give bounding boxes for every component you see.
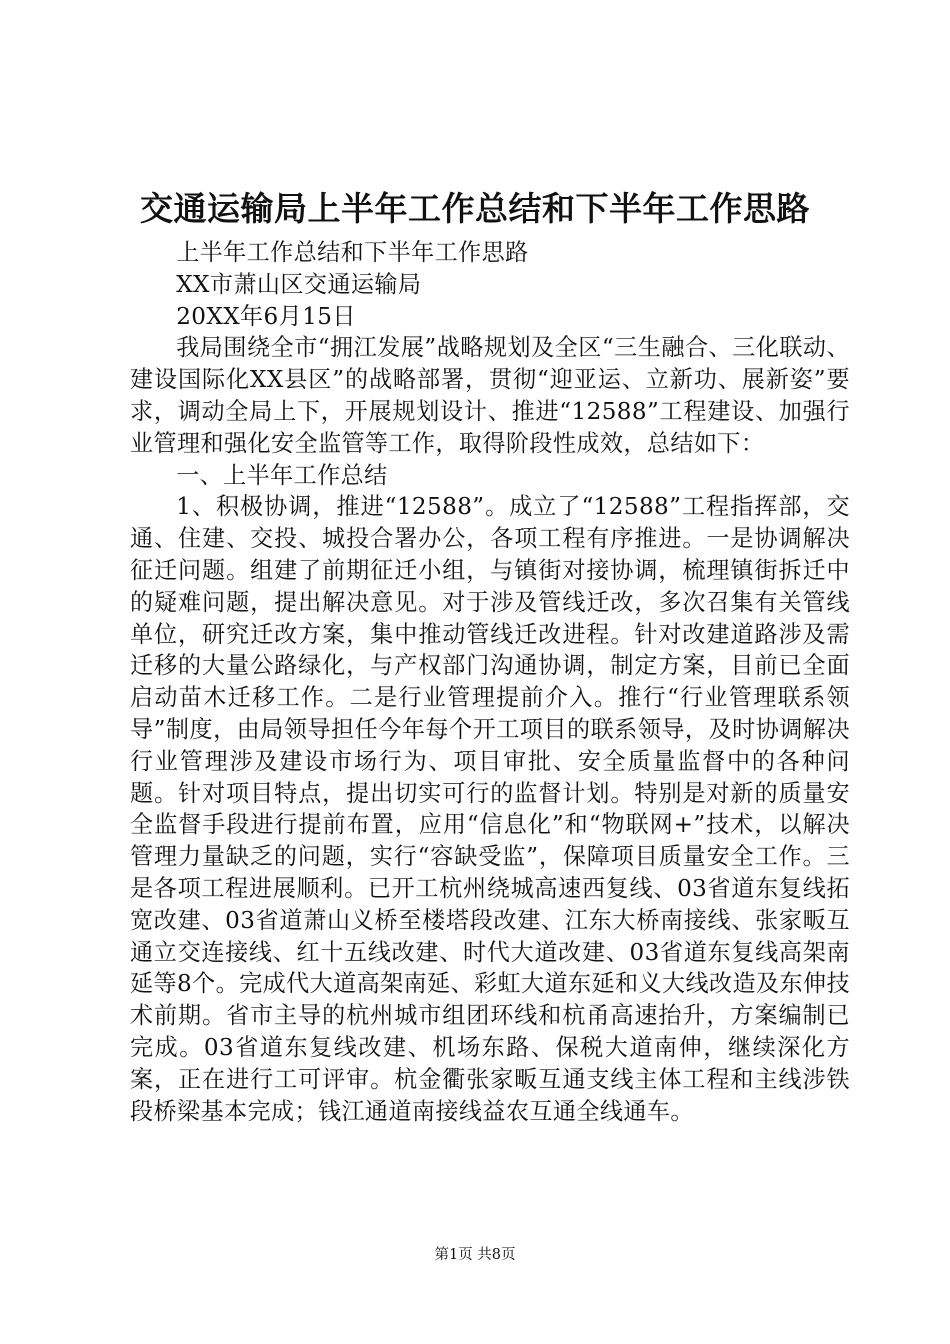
section-paragraph: 1、积极协调，推进“12588”。成立了“12588”工程指挥部，交通、住建、交投、城投合署办公，各项工程有序推进。一是协调解决征迁问题。组建了前期征迁小组，与镇街对接协调，梳理镇街拆迁中的疑难问题，提出解决意见。对于涉及管线迁改，多次召集有关管线单位，研究迁改方案，集中推动管线迁改进程。针对改建道路涉及需迁移的大量公路绿化，与产权部门沟通协调，制定方案，目前已全面启动苗木迁移工作。二是行业管理提前介入。推行“行业管理联系领导”制度，由局领导担任今年每个开工项目的联系领导，及时协调解决行业管理涉及建设市场行为、项目审批、安全质量监督中的各种问题。针对项目特点，提出切实可行的监督计划。特别是对新的质量安全监督手段进行提前布置，应用“信息化”和“物联网+”技术，以解决管理力量缺乏的问题，实行“容缺受监”，保障项目质量安全工作。三是各项工程进展顺利。已开工杭州绕城高速西复线、03省道东复线拓宽改建、03省道萧山义桥至楼塔段改建、江东大桥南接线、张家畈互通立交连接线、红十五线改建、时代大道改建、03省道东复线高架南延等8个。完成代大道高架南延、彩虹大道东延和义大线改造及东伸技术前期。省市主导的杭州城市组团环线和杭甬高速抬升，方案编制已完成。03省道东复线改建、机场东路、保税大道南伸，继续深化方案，正在进行工可评审。杭金衢张家畈互通支线主体工程和主线涉铁段桥梁基本完成；钱江通道南接线益农互通全线通车。 xyxy=(130,494,850,1125)
issuer-line: XX市萧山区交通运输局 xyxy=(176,271,422,298)
intro-paragraph: 我局围绕全市“拥江发展”战略规划及全区“三生融合、三化联动、建设国际化XX县区”的战略部署，贯彻“迎亚运、立新功、展新姿”要求，调动全局上下，开展规划设计、推进“12588”工程建设、加强行业管理和强化安全监管等工作，取得阶段性成效，总结如下： xyxy=(130,335,850,457)
page-footer: 第1页 共8页 xyxy=(434,1247,516,1263)
subtitle-line: 上半年工作总结和下半年工作思路 xyxy=(176,240,529,266)
date-line: 20XX年6月15日 xyxy=(176,303,356,330)
section-heading: 一、上半年工作总结 xyxy=(176,462,388,489)
document-body xyxy=(130,238,850,1128)
document-title: 交通运输局上半年工作总结和下半年工作思路 xyxy=(140,189,810,228)
